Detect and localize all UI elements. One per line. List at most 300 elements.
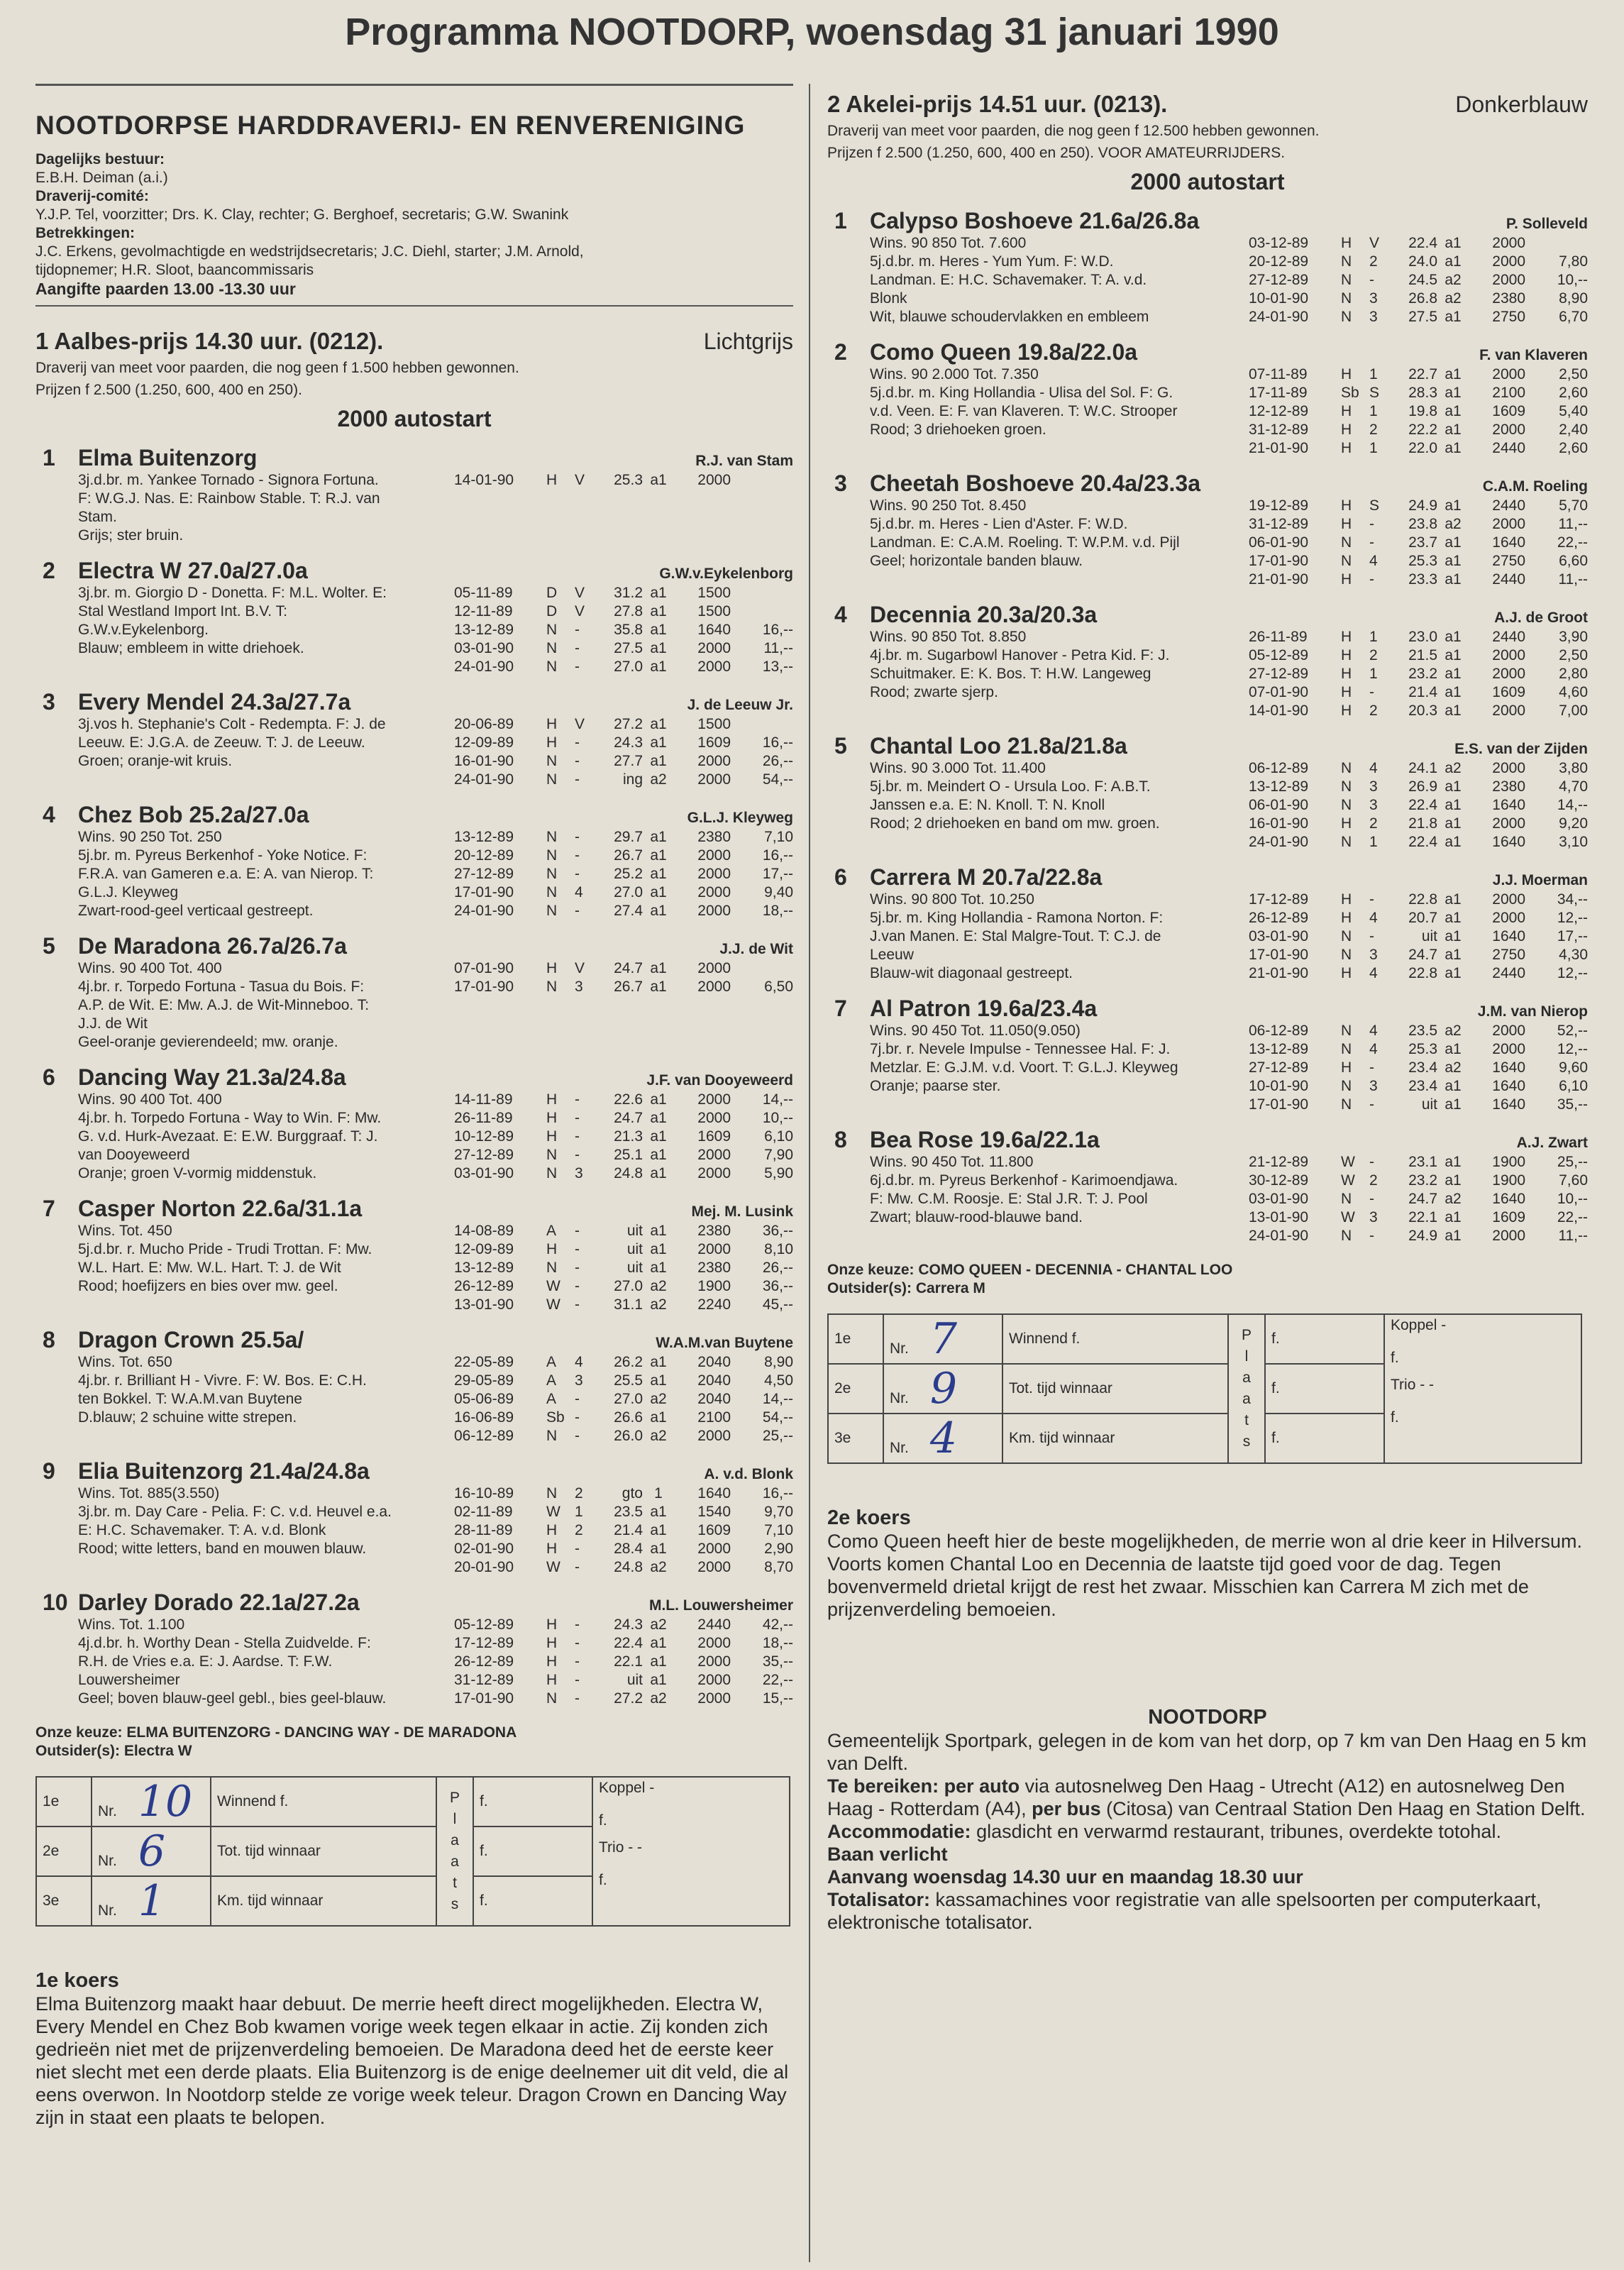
horse-info-line: Janssen e.a. E: N. Knoll. T: N. Knoll <box>870 797 1105 813</box>
totalisator-label: Totalisator: <box>827 1889 931 1910</box>
horse-info-line: 5j.br. m. Meindert O - Ursula Loo. F: A.B.T. <box>870 778 1151 795</box>
horse-info-line: 5j.br. m. Pyreus Berkenhof - Yoke Notice. F: <box>78 847 368 864</box>
handwritten-number: 4 <box>929 1414 958 1463</box>
bereiken-auto-text: via autosnelweg Den Haag - Utrecht (A12) en autosnelweg Den Haag - Rotterdam (A4), <box>827 1775 1565 1819</box>
horse-results <box>454 1353 793 1445</box>
trio-label: Trio - - <box>599 1839 643 1856</box>
result-cell: N <box>546 640 558 656</box>
result-cell: a1 <box>1445 965 1462 981</box>
horse-info-line: Blauw-wit diagonaal gestreept. <box>870 965 1073 981</box>
result-cell: 1609 <box>697 1128 731 1145</box>
result-cell: 22,-- <box>1557 534 1588 551</box>
result-cell: 26.0 <box>614 1428 643 1444</box>
result-row <box>1249 253 1588 271</box>
result-cell: 16-01-90 <box>454 753 514 769</box>
result-cell: - <box>1369 516 1374 532</box>
result-cell: 2100 <box>1492 385 1525 401</box>
result-cell: 3 <box>1369 309 1378 325</box>
result-cell: - <box>575 1391 580 1407</box>
result-cell: 2000 <box>697 1559 731 1575</box>
result-cell: 2 <box>575 1522 583 1538</box>
result-cell: 10-01-90 <box>1249 1078 1309 1094</box>
result-row <box>1249 1040 1588 1059</box>
result-cell: 1500 <box>697 585 731 601</box>
result-cell: 17-01-90 <box>454 979 514 995</box>
result-cell: 2 <box>575 1485 583 1502</box>
race-title: 2 Akelei-prijs 14.51 uur. (0213). <box>827 91 1168 117</box>
horse-info-line: G.W.v.Eykelenborg. <box>78 622 209 638</box>
result-cell: 22.0 <box>1408 440 1437 456</box>
trio-f: f. <box>1391 1409 1399 1426</box>
race-conditions: Draverij van meet voor paarden, die nog geen f 12.500 hebben gewonnen. <box>827 123 1320 139</box>
result-cell: 4 <box>1369 760 1378 776</box>
result-cell: N <box>1341 1096 1352 1113</box>
ticket-nr-label: Nr. <box>98 1902 117 1919</box>
result-cell: 34,-- <box>1557 891 1588 908</box>
handwritten-number: 6 <box>138 1827 166 1876</box>
result-cell: 2000 <box>697 1635 731 1651</box>
horse-info-line: Landman. E: H.C. Schavemaker. T: A. v.d. <box>870 272 1147 288</box>
result-cell: H <box>546 1128 558 1145</box>
result-cell: 1609 <box>1492 1209 1525 1225</box>
result-cell: - <box>1369 571 1374 588</box>
result-cell: 27-12-89 <box>454 1147 514 1163</box>
horse-name: Carrera M 20.7a/22.8a <box>870 864 1103 890</box>
result-cell: 14,-- <box>1557 797 1588 813</box>
result-cell: - <box>1369 1096 1374 1113</box>
result-cell: 1609 <box>1492 403 1525 419</box>
horse-info-line: Wins. 90 250 Tot. 8.450 <box>870 497 1027 514</box>
result-cell: H <box>546 1616 558 1633</box>
horse-results <box>1249 759 1588 852</box>
result-cell: N <box>1341 834 1352 850</box>
horse-body <box>78 1458 793 1577</box>
result-cell: 13-12-89 <box>1249 778 1309 795</box>
result-row <box>454 715 793 734</box>
result-cell: 24.1 <box>1408 760 1437 776</box>
result-cell: N <box>546 1147 558 1163</box>
result-cell: 35,-- <box>762 1653 793 1670</box>
result-cell: 3,80 <box>1559 760 1588 776</box>
horse-driver: E.S. van der Zijden <box>1454 741 1588 757</box>
horse-info-line: 6j.d.br. m. Pyreus Berkenhof - Karimoendjawa. <box>870 1172 1178 1189</box>
result-cell: 9,20 <box>1559 815 1588 832</box>
result-row <box>1249 778 1588 796</box>
result-cell: 2000 <box>1492 235 1525 251</box>
result-cell: a1 <box>650 585 667 601</box>
result-cell: a2 <box>650 1690 667 1707</box>
result-cell: 2750 <box>1492 553 1525 569</box>
horse-name: Dancing Way 21.3a/24.8a <box>78 1064 346 1090</box>
result-cell: 26-12-89 <box>454 1653 514 1670</box>
horse-info-line: Wins. 90 450 Tot. 11.050(9.050) <box>870 1023 1081 1039</box>
result-cell: 20-01-90 <box>454 1559 514 1575</box>
result-cell: a1 <box>1445 797 1462 813</box>
result-row <box>1249 1190 1588 1208</box>
horse-info-line: F: Mw. C.M. Roosje. E: Stal J.R. T: J. Pool <box>870 1191 1148 1207</box>
horse-details <box>78 584 793 676</box>
horse-info-line: Wins. 90 800 Tot. 10.250 <box>870 891 1034 908</box>
horse-body <box>78 1064 793 1183</box>
result-cell: 2000 <box>697 1428 731 1444</box>
result-cell: 25.5 <box>614 1372 643 1389</box>
result-cell: - <box>575 1223 580 1239</box>
horse-info-line: 7j.br. r. Nevele Impulse - Tennessee Hal. F: J. <box>870 1041 1171 1057</box>
result-cell: 2000 <box>1492 760 1525 776</box>
result-cell: a1 <box>1445 385 1462 401</box>
result-cell <box>731 471 793 490</box>
result-cell: - <box>575 1541 580 1557</box>
result-cell: 14-01-90 <box>454 472 514 488</box>
horse-info-line: 5j.d.br. m. King Hollandia - Ulisa del Sol. F: G. <box>870 385 1173 401</box>
result-ticket <box>827 1313 1582 1464</box>
ticket-label: Winnend f. <box>1002 1314 1228 1364</box>
result-cell: 2000 <box>1492 253 1525 270</box>
result-cell: 2 <box>1369 815 1378 832</box>
result-cell: a1 <box>650 1653 667 1670</box>
horse-driver: J.J. Moerman <box>1492 872 1588 888</box>
horse-info-line: Geel-oranje gevierendeeld; mw. oranje. <box>78 1034 338 1050</box>
result-cell: 25.3 <box>1408 553 1437 569</box>
result-cell: 27.0 <box>614 659 643 675</box>
result-cell: 31-12-89 <box>1249 516 1309 532</box>
result-cell: 2000 <box>697 1110 731 1126</box>
result-cell: H <box>1341 516 1352 532</box>
result-cell: - <box>575 1690 580 1707</box>
result-cell: N <box>1341 760 1352 776</box>
result-cell: - <box>575 1296 580 1313</box>
result-cell: N <box>1341 272 1352 288</box>
horse-details <box>78 1616 793 1708</box>
horse-results <box>1249 1153 1588 1245</box>
result-row <box>454 847 793 865</box>
result-cell: H <box>1341 629 1352 645</box>
result-cell: W <box>1341 1209 1355 1225</box>
result-cell: 25,-- <box>762 1428 793 1444</box>
result-cell: 22.1 <box>1408 1209 1437 1225</box>
horse-name: Every Mendel 24.3a/27.7a <box>78 689 351 715</box>
result-row <box>454 1616 793 1634</box>
result-cell: 26.7 <box>614 847 643 864</box>
result-cell: a1 <box>650 847 667 864</box>
result-cell: 2 <box>1369 1172 1378 1189</box>
result-cell <box>731 584 793 602</box>
result-row <box>1249 439 1588 458</box>
result-row <box>454 1109 793 1128</box>
result-cell: 23.3 <box>1408 571 1437 588</box>
result-cell: 19-12-89 <box>1249 497 1309 514</box>
horse-info-line: Wins. 90 850 Tot. 7.600 <box>870 235 1027 251</box>
horse-entry <box>827 470 1588 589</box>
result-cell: a1 <box>650 603 667 619</box>
result-row <box>454 584 793 602</box>
result-cell: H <box>546 1091 558 1108</box>
result-cell: a1 <box>1445 778 1462 795</box>
horse-details <box>870 1153 1588 1245</box>
result-row <box>454 1690 793 1708</box>
horse-details <box>870 365 1588 458</box>
result-cell: 27.7 <box>614 753 643 769</box>
result-row <box>1249 497 1588 515</box>
result-cell: 4,50 <box>764 1372 793 1389</box>
result-cell: 2040 <box>697 1372 731 1389</box>
left-column <box>35 91 793 2129</box>
result-cell: 06-12-89 <box>1249 760 1309 776</box>
horse-info <box>78 1091 454 1183</box>
result-cell: 18,-- <box>762 1635 793 1651</box>
result-cell: 2000 <box>1492 272 1525 288</box>
koppel-f: f. <box>1391 1350 1399 1366</box>
result-cell: 06-01-90 <box>1249 797 1309 813</box>
race-1 <box>35 328 793 1927</box>
result-cell: Sb <box>546 1409 565 1426</box>
result-cell: - <box>575 1635 580 1651</box>
result-row <box>1249 1208 1588 1227</box>
result-cell: A <box>546 1354 557 1370</box>
result-cell: 2440 <box>1492 571 1525 588</box>
result-row <box>454 602 793 621</box>
horse-info-line: v.d. Veen. E: F. van Klaveren. T: W.C. Strooper <box>870 403 1178 419</box>
result-cell: a1 <box>1445 1172 1462 1189</box>
horse-info-line: Geel; boven blauw-geel gebl., bies geel-blauw. <box>78 1690 387 1707</box>
result-cell: N <box>546 1690 558 1707</box>
ticket-f: f. <box>1265 1414 1384 1463</box>
result-cell: H <box>1341 422 1352 438</box>
horse-number: 6 <box>43 1064 55 1090</box>
ticket-label: Winnend f. <box>211 1777 436 1827</box>
result-cell: 25.3 <box>614 472 643 488</box>
result-cell: 3 <box>575 979 583 995</box>
result-cell: 54,-- <box>762 771 793 788</box>
horse-entry <box>827 208 1588 326</box>
result-row <box>1249 909 1588 927</box>
result-cell: N <box>546 659 558 675</box>
result-cell: 24-01-90 <box>454 659 514 675</box>
result-cell: N <box>546 1485 558 1502</box>
horse-info-line: Wins. Tot. 450 <box>78 1223 172 1239</box>
horse-driver: G.W.v.Eykelenborg <box>659 566 793 582</box>
result-cell: S <box>1369 497 1380 514</box>
result-cell: 6,10 <box>1559 1078 1588 1094</box>
result-row <box>1249 946 1588 964</box>
result-cell: a1 <box>650 1372 667 1389</box>
result-cell: H <box>1341 403 1352 419</box>
koppel-label: Koppel - <box>599 1780 655 1796</box>
ticket-label: Km. tijd winnaar <box>211 1876 436 1926</box>
koppel-f: f. <box>599 1812 607 1829</box>
horse-info-line: 3j.vos h. Stephanie's Colt - Redempta. F: J. de <box>78 716 386 732</box>
result-cell: N <box>1341 947 1352 963</box>
result-row <box>454 1540 793 1558</box>
horse-info-line: Wins. 90 450 Tot. 11.800 <box>870 1154 1034 1170</box>
result-cell: 1640 <box>697 1485 731 1502</box>
result-cell: 23.5 <box>614 1504 643 1520</box>
ticket-koppel-trio <box>1384 1314 1581 1463</box>
horse-name: Calypso Boshoeve 21.6a/26.8a <box>870 208 1200 233</box>
horse-name: Al Patron 19.6a/23.4a <box>870 996 1098 1021</box>
result-cell: 22,-- <box>762 1672 793 1688</box>
result-cell: 2000 <box>1492 1228 1525 1244</box>
result-cell: 2000 <box>1492 703 1525 719</box>
accommodatie-text: glasdicht en verwarmd restaurant, tribunes, overdekte totohal. <box>976 1821 1501 1842</box>
result-cell: N <box>546 1428 558 1444</box>
result-cell: uit <box>626 1672 643 1688</box>
horse-body <box>78 558 793 676</box>
horse-header <box>870 339 1588 365</box>
horse-info-line: Wins. Tot. 650 <box>78 1354 172 1370</box>
result-cell: 11,-- <box>1558 1228 1588 1244</box>
race-conditions: Prijzen f 2.500 (1.250, 600, 400 en 250). <box>35 382 302 398</box>
horse-results <box>454 1091 793 1183</box>
horse-info-line: 5j.br. m. King Hollandia - Ramona Norton. F: <box>870 910 1164 926</box>
horse-header <box>78 933 793 959</box>
outsiders: Outsider(s): Electra W <box>35 1743 192 1759</box>
result-row <box>454 1222 793 1240</box>
result-cell: 10,-- <box>1557 1191 1588 1207</box>
result-row <box>1249 308 1588 326</box>
organization-line: Draverij-comité: <box>35 188 149 204</box>
result-cell: 03-12-89 <box>1249 235 1309 251</box>
result-cell: H <box>546 960 558 976</box>
result-cell: 30-12-89 <box>1249 1172 1309 1189</box>
result-cell: W <box>546 1559 560 1575</box>
result-cell: 4 <box>1369 910 1378 926</box>
horse-info-line: Grijs; ster bruin. <box>78 527 184 544</box>
result-row <box>1249 646 1588 665</box>
nootdorp-bereiken <box>827 1775 1588 1820</box>
horse-name: Darley Dorado 22.1a/27.2a <box>78 1589 360 1615</box>
horse-info-line: Rood; 2 driehoeken en band om mw. groen. <box>870 815 1160 832</box>
horse-info-line: Wit, blauwe schoudervlakken en embleem <box>870 309 1149 325</box>
result-cell: H <box>1341 647 1352 663</box>
horse-number: 7 <box>43 1196 55 1221</box>
result-cell: H <box>1341 815 1352 832</box>
result-row <box>1249 552 1588 571</box>
result-cell: 2380 <box>697 1223 731 1239</box>
result-cell: W <box>1341 1172 1355 1189</box>
ticket-place: 3e <box>828 1414 883 1463</box>
result-cell: 1 <box>1369 666 1378 682</box>
result-cell: 31-12-89 <box>454 1672 514 1688</box>
result-cell: 2440 <box>697 1616 731 1633</box>
title-rule <box>35 84 793 86</box>
result-cell: 4,70 <box>1559 778 1588 795</box>
result-cell: 4 <box>575 1354 583 1370</box>
horse-info-line: E: H.C. Schavemaker. T: A. v.d. Blonk <box>78 1522 326 1538</box>
result-cell: H <box>546 734 558 751</box>
result-cell: H <box>1341 910 1352 926</box>
result-cell: 1640 <box>1492 834 1525 850</box>
result-cell: H <box>1341 965 1352 981</box>
result-cell: 13-01-90 <box>1249 1209 1309 1225</box>
result-cell: - <box>575 903 580 919</box>
result-cell: - <box>575 1409 580 1426</box>
horse-info-line: Wins. 90 850 Tot. 8.850 <box>870 629 1027 645</box>
result-cell: 26.9 <box>1408 778 1437 795</box>
result-cell: H <box>546 1522 558 1538</box>
result-cell: 35.8 <box>614 622 643 638</box>
result-cell: a1 <box>650 640 667 656</box>
result-row <box>454 1296 793 1314</box>
result-cell <box>1525 234 1588 253</box>
horse-entry <box>35 802 793 920</box>
result-cell: 14-01-90 <box>1249 703 1309 719</box>
horse-info-line: Louwersheimer <box>78 1672 180 1688</box>
result-cell: H <box>546 1672 558 1688</box>
result-cell: a1 <box>1445 534 1462 551</box>
result-cell: 4,30 <box>1559 947 1588 963</box>
horse-number: 5 <box>834 733 847 759</box>
result-cell: 24.8 <box>614 1559 643 1575</box>
horse-body <box>870 339 1588 458</box>
ticket-nr-cell <box>883 1414 1002 1463</box>
result-cell: 25.2 <box>614 866 643 882</box>
result-cell: 2000 <box>697 659 731 675</box>
result-row <box>1249 683 1588 702</box>
horse-info-line: G.L.J. Kleyweg <box>78 884 179 900</box>
result-row <box>1249 290 1588 308</box>
result-cell: 11,-- <box>1558 571 1588 588</box>
result-cell: 4 <box>1369 553 1378 569</box>
result-cell: a1 <box>1445 422 1462 438</box>
result-cell: 2000 <box>697 472 731 488</box>
ticket-f: f. <box>473 1876 592 1926</box>
result-row <box>454 883 793 902</box>
horse-info-line: Metzlar. E: G.J.M. v.d. Voort. T: G.L.J. Kleyweg <box>870 1059 1178 1076</box>
horse-name: Dragon Crown 25.5a/ <box>78 1327 304 1352</box>
result-cell: a2 <box>1445 1023 1462 1039</box>
result-cell: H <box>1341 571 1352 588</box>
result-row <box>454 978 793 996</box>
result-cell: 25.3 <box>1408 1041 1437 1057</box>
result-row <box>1249 759 1588 778</box>
result-row <box>454 471 793 490</box>
result-cell: 2000 <box>697 753 731 769</box>
result-cell: 2,50 <box>1559 366 1588 382</box>
result-cell: 2000 <box>697 640 731 656</box>
result-cell: a2 <box>650 1278 667 1294</box>
result-cell: 12-09-89 <box>454 1241 514 1257</box>
horse-info-line: Leeuw. E: J.G.A. de Zeeuw. T: J. de Leeuw. <box>78 734 365 751</box>
result-cell: 54,-- <box>762 1409 793 1426</box>
result-cell: 03-01-90 <box>454 640 514 656</box>
result-row <box>454 828 793 847</box>
result-cell: 22.4 <box>1408 235 1437 251</box>
result-cell: N <box>1341 797 1352 813</box>
result-cell: - <box>575 1147 580 1163</box>
result-cell: 4 <box>575 884 583 900</box>
result-cell: 20-12-89 <box>454 847 514 864</box>
result-cell: H <box>1341 235 1352 251</box>
result-row <box>454 1484 793 1503</box>
ticket-row <box>828 1314 1581 1364</box>
result-cell: 24.7 <box>1408 1191 1437 1207</box>
koers1-title: 1e koers <box>35 1969 119 1992</box>
result-cell: 21.3 <box>614 1128 643 1145</box>
result-cell: 13-12-89 <box>454 622 514 638</box>
result-cell: 20-06-89 <box>454 716 514 732</box>
result-cell: 26-12-89 <box>1249 910 1309 926</box>
result-cell: 17-01-90 <box>1249 1096 1309 1113</box>
horse-info-line: Geel; horizontale banden blauw. <box>870 553 1083 569</box>
horse-details <box>870 759 1588 852</box>
result-cell: a1 <box>650 1504 667 1520</box>
result-cell: uit <box>626 1223 643 1239</box>
result-cell: 2440 <box>1492 497 1525 514</box>
result-cell: H <box>1341 1059 1352 1076</box>
horse-results <box>1249 891 1588 983</box>
horse-info-line: Zwart; blauw-rood-blauwe band. <box>870 1209 1083 1225</box>
